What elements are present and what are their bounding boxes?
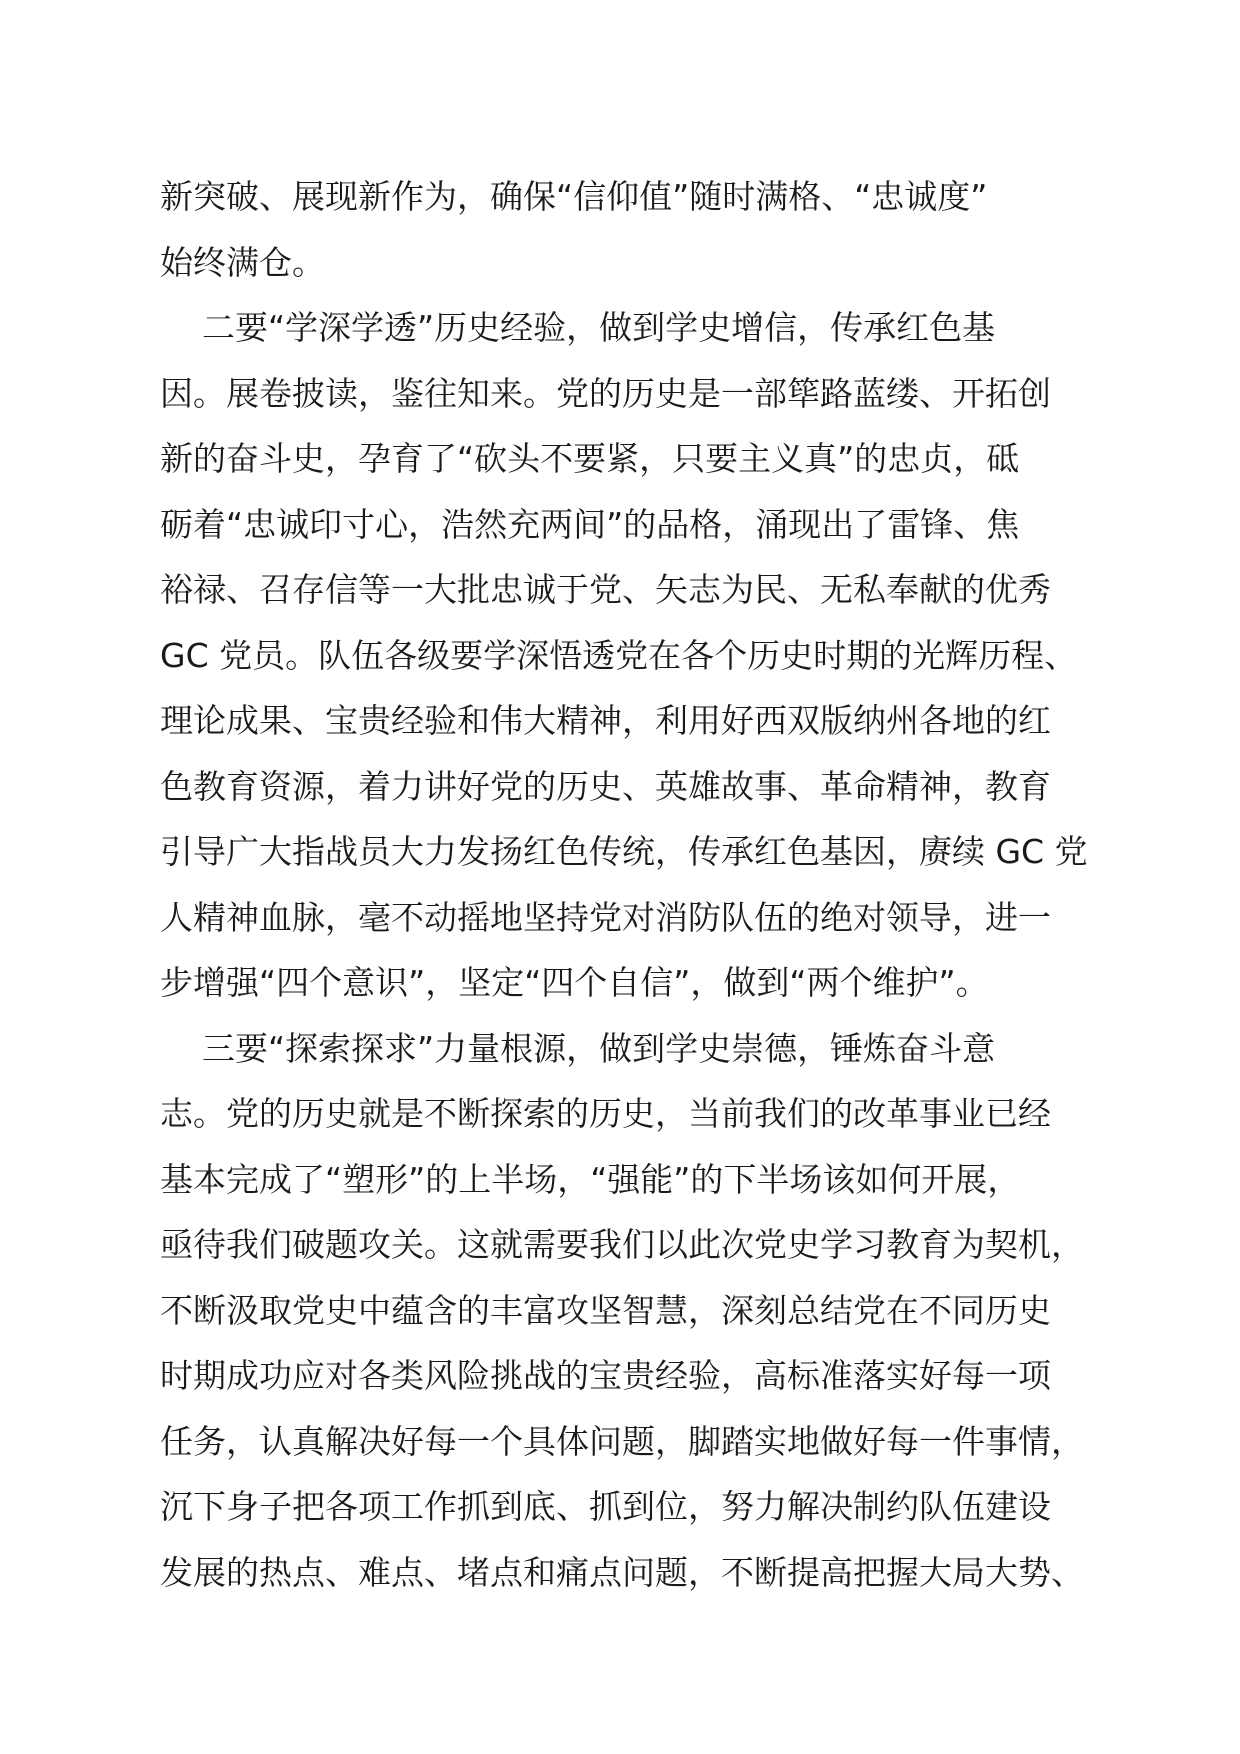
text-line: 不断汲取党史中蕴含的丰富攻坚智慧，深刻总结党在不同历史: [160, 1290, 1051, 1330]
body-text: [160, 164, 1120, 1605]
text-line: 任务，认真解决好每一个具体问题，脚踏实地做好每一件事情，: [160, 1421, 1084, 1461]
paragraph-third-point: [160, 1016, 1120, 1606]
text-line: 新突破、展现新作为，确保“信仰值”随时满格、“忠诚度”: [160, 177, 988, 216]
text-line: 沉下身子把各项工作抓到底、抓到位，努力解决制约队伍建设: [160, 1487, 1051, 1526]
text-line: 发展的热点、难点、堵点和痛点问题，不断提高把握大局大势、: [160, 1552, 1084, 1592]
text-line: 人精神血脉，毫不动摇地坚持党对消防队伍的绝对领导，进一: [160, 897, 1051, 937]
text-line: 砺着“忠诚印寸心，浩然充两间”的品格，涌现出了雷锋、焦: [160, 504, 1020, 544]
text-line: 亟待我们破题攻关。这就需要我们以此次党史学习教育为契机，: [160, 1225, 1084, 1264]
text-line: 因。展卷披读，鉴往知来。党的历史是一部筚路蓝缕、开拓创: [160, 373, 1051, 413]
text-line: 引导广大指战员大力发扬红色传统，传承红色基因，赓续 GC 党: [160, 832, 1088, 871]
text-line: 理论成果、宝贵经验和伟大精神，利用好西双版纳州各地的红: [160, 701, 1051, 740]
text-line: 基本完成了“塑形”的上半场，“强能”的下半场该如何开展，: [160, 1159, 1021, 1199]
text-line: 三要“探索探求”力量根源，做到学史崇德，锤炼奋斗意: [160, 1028, 996, 1068]
text-line: GC 党员。队伍各级要学深悟透党在各个历史时期的光辉历程、: [160, 635, 1078, 675]
text-line: 裕禄、召存信等一大批忠诚于党、矢志为民、无私奉献的优秀: [160, 570, 1051, 609]
text-line: 新的奋斗史，孕育了“砍头不要紧，只要主义真”的忠贞，砥: [160, 439, 1020, 478]
paragraph-second-point: [160, 295, 1120, 1016]
text-line: 志。党的历史就是不断探索的历史，当前我们的改革事业已经: [160, 1094, 1051, 1133]
text-line: 始终满仓。: [160, 242, 325, 282]
text-line: 时期成功应对各类风险挑战的宝贵经验，高标准落实好每一项: [160, 1356, 1051, 1395]
text-line: 色教育资源，着力讲好党的历史、英雄故事、革命精神，教育: [160, 766, 1051, 806]
paragraph-continuation: [160, 164, 1120, 295]
text-line: 二要“学深学透”历史经验，做到学史增信，传承红色基: [160, 308, 996, 347]
text-line: 步增强“四个意识”，坚定“四个自信”，做到“两个维护”。: [160, 963, 989, 1002]
